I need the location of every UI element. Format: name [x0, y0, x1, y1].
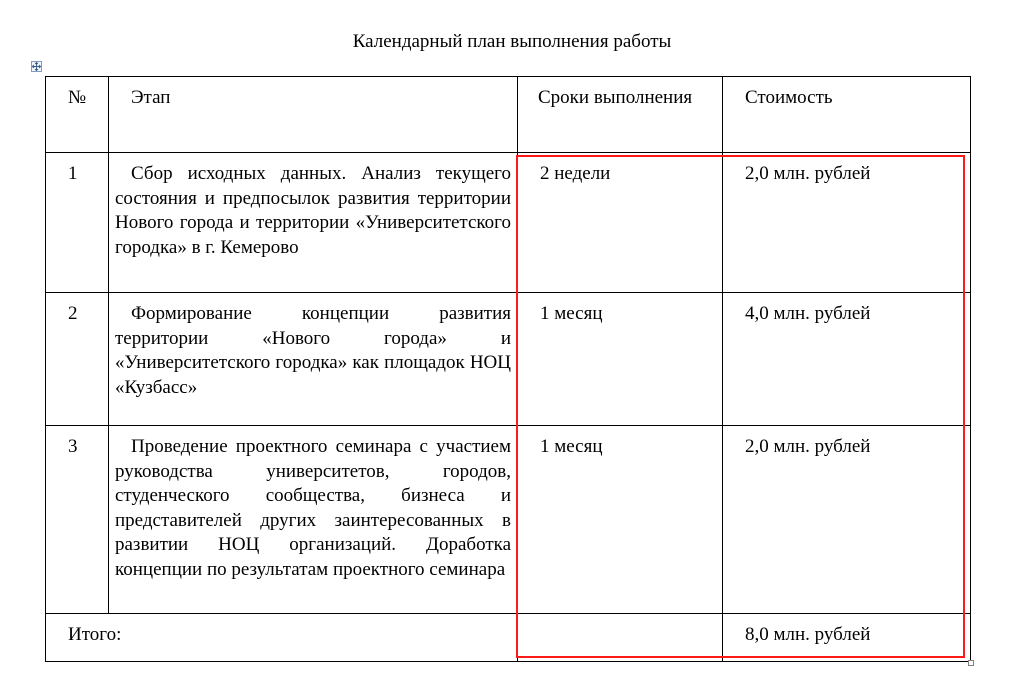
header-term-label: Сроки выполнения [538, 87, 693, 108]
total-term-cell [518, 614, 723, 662]
row-number-cell [46, 153, 109, 293]
row-term: 1 месяц [540, 436, 603, 457]
total-label-cell [46, 614, 518, 662]
row-number-cell [46, 293, 109, 426]
document-title: Календарный план выполнения работы [352, 31, 672, 52]
header-stage-cell [109, 77, 518, 153]
header-cost-label: Стоимость [745, 87, 833, 108]
total-cost-cell [723, 614, 971, 662]
row-stage-text: Проведение проектного семинара с участием руководства университетов, городов, студенческого сообщества, бизнеса и представителей других заинтересованных в развитии НОЦ организаций. Доработка концепции по результатам проектного семинара [115, 436, 511, 580]
calendar-plan-table [45, 76, 971, 662]
row-cost-cell [723, 153, 971, 293]
row-number-cell [46, 426, 109, 614]
header-stage-label: Этап [131, 87, 171, 108]
row-stage-cell [109, 426, 518, 614]
header-number-label: № [68, 87, 87, 108]
row-stage-cell [109, 293, 518, 426]
header-term-cell [518, 77, 723, 153]
row-term: 2 недели [540, 163, 611, 184]
table-row [46, 293, 971, 426]
row-term-cell [518, 293, 723, 426]
row-stage-text: Сбор исходных данных. Анализ текущего состояния и предпосылок развития территории Нового города и территории «Университетского городка» в г. Кемерово [115, 163, 511, 258]
row-term-cell [518, 426, 723, 614]
row-stage-cell [109, 153, 518, 293]
total-cost: 8,0 млн. рублей [745, 624, 871, 645]
table-row [46, 153, 971, 293]
header-cost-cell [723, 77, 971, 153]
row-stage-text: Формирование концепции развития территории «Нового города» и «Университетского городка» как площадок НОЦ «Кузбасс» [115, 303, 511, 398]
total-term [518, 614, 722, 623]
table-total-row [46, 614, 971, 662]
row-cost-cell [723, 426, 971, 614]
table-header-row [46, 77, 971, 153]
table-row [46, 426, 971, 614]
row-cost: 4,0 млн. рублей [745, 303, 871, 324]
row-cost: 2,0 млн. рублей [745, 163, 871, 184]
row-cost-cell [723, 293, 971, 426]
row-term: 1 месяц [540, 303, 603, 324]
table-move-handle-icon[interactable] [31, 61, 42, 72]
row-cost: 2,0 млн. рублей [745, 436, 871, 457]
total-label: Итого: [68, 624, 122, 645]
row-number: 3 [68, 436, 78, 457]
table-resize-handle-icon[interactable] [968, 660, 974, 666]
row-term-cell [518, 153, 723, 293]
row-number: 1 [68, 163, 78, 184]
header-number-cell [46, 77, 109, 153]
row-number: 2 [68, 303, 78, 324]
